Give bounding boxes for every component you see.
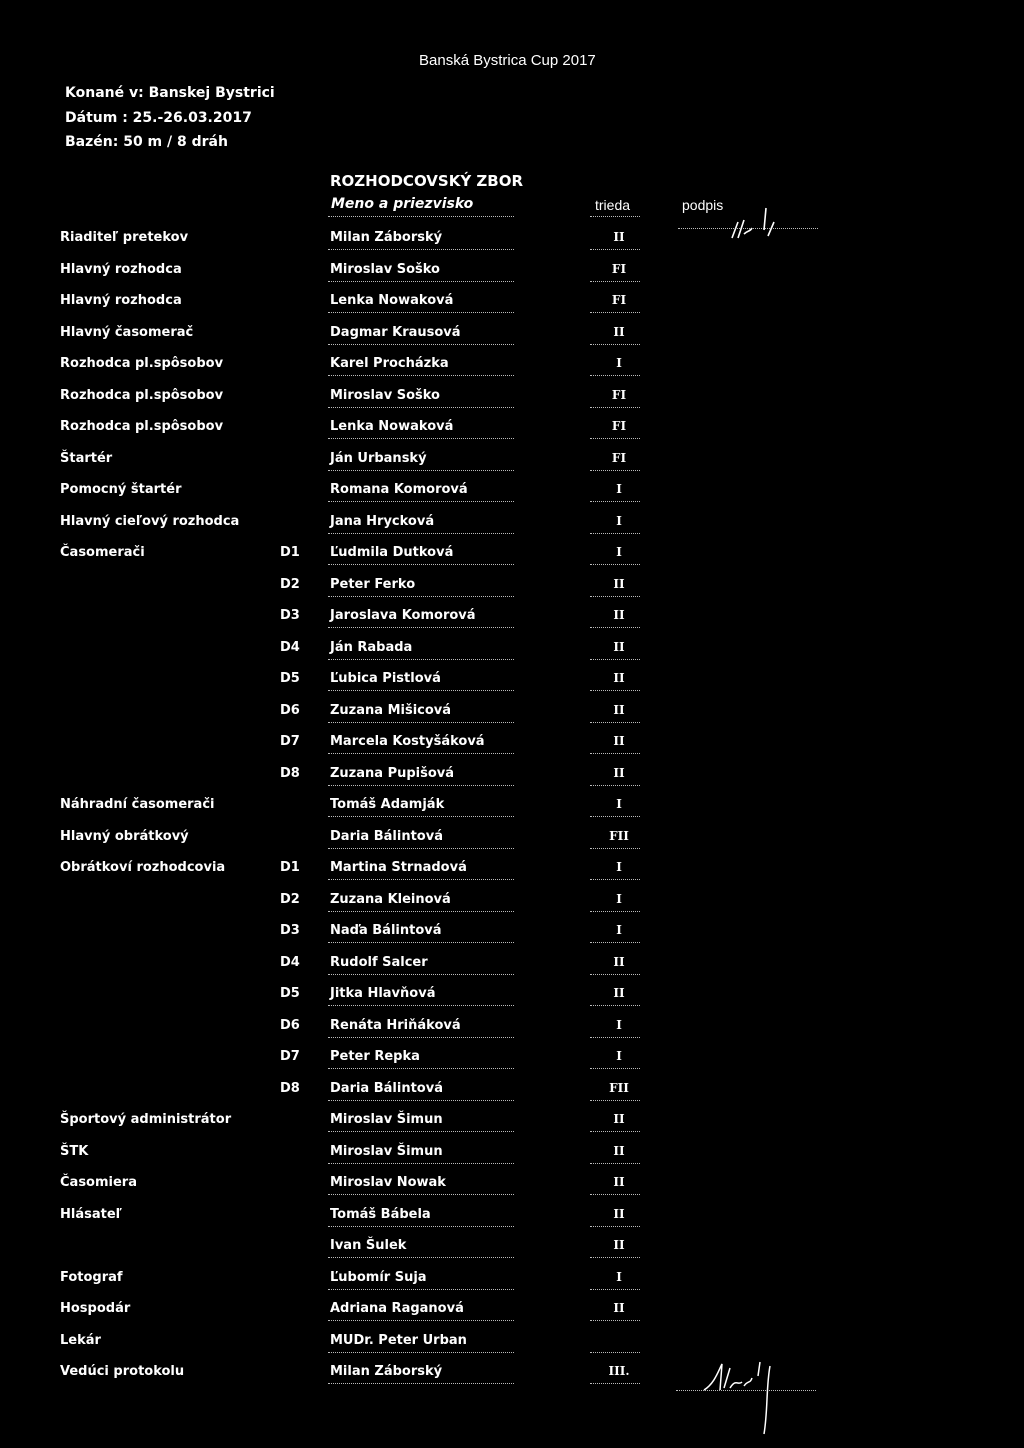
official-name: Daria Bálintová [330, 829, 443, 844]
name-underline [328, 1289, 514, 1290]
table-row [0, 986, 1024, 1010]
referee-class: I [616, 923, 622, 937]
official-role: Hlavný rozhodca [60, 262, 182, 277]
class-underline [590, 312, 640, 313]
date-line: Dátum : 25.-26.03.2017 [65, 110, 252, 126]
name-underline [328, 816, 514, 817]
class-underline [590, 974, 640, 975]
class-underline [590, 501, 640, 502]
table-row [0, 577, 1024, 601]
official-role: Rozhodca pl.spôsobov [60, 419, 224, 434]
class-underline [590, 564, 640, 565]
referee-class: II [613, 1175, 625, 1189]
referee-class: III. [608, 1364, 630, 1378]
class-underline [590, 470, 640, 471]
event-title: Banská Bystrica Cup 2017 [419, 52, 596, 69]
referee-class: I [616, 356, 622, 370]
table-row [0, 388, 1024, 412]
column-header-class: trieda [595, 197, 631, 213]
official-name: Ján Rabada [330, 640, 413, 655]
table-row [0, 419, 1024, 443]
referee-class: I [616, 514, 622, 528]
name-underline [328, 879, 514, 880]
referee-class: I [616, 860, 622, 874]
official-name: Jaroslava Komorová [330, 608, 476, 623]
official-name: Martina Strnadová [330, 860, 467, 875]
official-role: Hospodár [60, 1301, 131, 1316]
name-underline [328, 911, 514, 912]
referee-class: FI [611, 262, 627, 276]
class-underline [590, 533, 640, 534]
name-underline [328, 1352, 514, 1353]
referee-class: II [613, 671, 625, 685]
official-role: Hlavný obrátkový [60, 829, 189, 844]
class-underline [590, 1163, 640, 1164]
class-underline [590, 1289, 640, 1290]
referee-class: II [613, 734, 625, 748]
class-underline [590, 816, 640, 817]
official-name: Miroslav Soško [330, 262, 440, 277]
referee-class: II [613, 608, 625, 622]
referee-class: I [616, 482, 622, 496]
class-underline [590, 344, 640, 345]
pool-line: Bazén: 50 m / 8 dráh [65, 134, 228, 150]
official-name: Karel Procházka [330, 356, 449, 371]
official-name: Rudolf Salcer [330, 955, 428, 970]
referee-class: I [616, 1049, 622, 1063]
name-underline [328, 1005, 514, 1006]
official-name: Milan Záborský [330, 1364, 443, 1379]
class-underline [590, 1226, 640, 1227]
official-role: Hlásateľ [60, 1207, 122, 1222]
name-underline [328, 407, 514, 408]
referee-class: FI [611, 419, 627, 433]
official-role: Hlavný cieľový rozhodca [60, 514, 240, 529]
table-row [0, 734, 1024, 758]
class-underline [590, 1352, 640, 1353]
official-role: Lekár [60, 1333, 101, 1348]
name-underline [328, 438, 514, 439]
name-underline [328, 375, 514, 376]
official-name: Jana Hrycková [330, 514, 435, 529]
official-name: MUDr. Peter Urban [330, 1333, 467, 1348]
referee-class: II [613, 986, 625, 1000]
referee-class: II [613, 1112, 625, 1126]
official-name: Tomáš Adamják [330, 797, 445, 812]
table-row [0, 923, 1024, 947]
official-name: Milan Záborský [330, 230, 443, 245]
name-underline [328, 1068, 514, 1069]
official-name: Ján Urbanský [330, 451, 427, 466]
class-underline [590, 596, 640, 597]
official-name: Lenka Nowaková [330, 419, 454, 434]
official-role: Náhradní časomerači [60, 797, 215, 812]
official-name: Miroslav Soško [330, 388, 440, 403]
table-row [0, 1175, 1024, 1199]
class-underline [590, 1131, 640, 1132]
table-row [0, 262, 1024, 286]
table-row [0, 766, 1024, 790]
official-name: Ivan Šulek [330, 1238, 407, 1253]
official-name: Ľudmila Dutková [330, 545, 454, 560]
name-underline [328, 659, 514, 660]
official-role: Rozhodca pl.spôsobov [60, 356, 224, 371]
lane-number: D5 [280, 671, 300, 686]
official-role: Štartér [60, 451, 113, 466]
name-underline [328, 249, 514, 250]
name-underline [328, 344, 514, 345]
referee-class: II [613, 230, 625, 244]
column-header-name: Meno a priezvisko [331, 196, 474, 212]
class-underline [590, 942, 640, 943]
table-row [0, 1144, 1024, 1168]
table-row [0, 797, 1024, 821]
table-row [0, 1049, 1024, 1073]
official-name: Peter Repka [330, 1049, 420, 1064]
name-underline [328, 690, 514, 691]
official-name: Peter Ferko [330, 577, 416, 592]
table-row [0, 482, 1024, 506]
name-underline [328, 753, 514, 754]
official-name: Dagmar Krausová [330, 325, 461, 340]
name-underline [328, 533, 514, 534]
column-header-signature: podpis [682, 197, 724, 213]
lane-number: D4 [280, 955, 300, 970]
table-row [0, 608, 1024, 632]
official-name: Miroslav Nowak [330, 1175, 446, 1190]
table-row [0, 325, 1024, 349]
table-row [0, 451, 1024, 475]
official-name: Miroslav Šimun [330, 1112, 443, 1127]
class-underline [590, 438, 640, 439]
table-row [0, 1364, 1024, 1388]
referee-class: II [613, 1207, 625, 1221]
referee-class: FI [611, 293, 627, 307]
class-underline [590, 1037, 640, 1038]
class-underline [590, 879, 640, 880]
table-row [0, 703, 1024, 727]
lane-number: D7 [280, 1049, 300, 1064]
signature-mark-bottom [700, 1358, 790, 1438]
name-underline [328, 785, 514, 786]
official-name: Daria Bálintová [330, 1081, 443, 1096]
lane-number: D6 [280, 1018, 300, 1033]
table-row [0, 356, 1024, 380]
official-name: Tomáš Bábela [330, 1207, 431, 1222]
official-role: Športový administrátor [60, 1112, 232, 1127]
official-name: Marcela Kostyšáková [330, 734, 485, 749]
class-underline [590, 1005, 640, 1006]
table-row [0, 892, 1024, 916]
official-name: Ľubica Pistlová [330, 671, 441, 686]
table-row [0, 671, 1024, 695]
class-underline [590, 407, 640, 408]
table-row [0, 860, 1024, 884]
referee-class: II [613, 325, 625, 339]
table-row [0, 1081, 1024, 1105]
table-row [0, 640, 1024, 664]
official-name: Zuzana Kleinová [330, 892, 451, 907]
table-row [0, 1207, 1024, 1231]
class-underline [590, 690, 640, 691]
table-row [0, 1301, 1024, 1325]
table-row [0, 514, 1024, 538]
class-underline [590, 1257, 640, 1258]
referee-class: II [613, 1238, 625, 1252]
official-name: Ľubomír Suja [330, 1270, 427, 1285]
class-underline [590, 753, 640, 754]
official-name: Adriana Raganová [330, 1301, 464, 1316]
class-underline [590, 659, 640, 660]
table-row [0, 293, 1024, 317]
official-role: Časomerači [60, 545, 145, 560]
referee-class: II [613, 703, 625, 717]
referee-class: FI [611, 451, 627, 465]
table-row [0, 1270, 1024, 1294]
official-role: ŠTK [60, 1144, 89, 1159]
class-underline [590, 1100, 640, 1101]
referee-class: I [616, 545, 622, 559]
class-underline [590, 911, 640, 912]
header-divider-class [590, 216, 640, 217]
table-title: ROZHODCOVSKÝ ZBOR [330, 172, 524, 190]
class-underline [590, 627, 640, 628]
lane-number: D8 [280, 766, 300, 781]
lane-number: D2 [280, 577, 300, 592]
lane-number: D4 [280, 640, 300, 655]
name-underline [328, 281, 514, 282]
official-role: Vedúci protokolu [60, 1364, 185, 1379]
lane-number: D5 [280, 986, 300, 1001]
referee-class: II [613, 1144, 625, 1158]
lane-number: D1 [280, 860, 300, 875]
referee-class: II [613, 640, 625, 654]
name-underline [328, 596, 514, 597]
referee-class: II [613, 1301, 625, 1315]
official-role: Riaditeľ pretekov [60, 230, 189, 245]
name-underline [328, 974, 514, 975]
name-underline [328, 1320, 514, 1321]
referee-class: FI [611, 388, 627, 402]
table-row [0, 955, 1024, 979]
table-row [0, 1112, 1024, 1136]
table-row [0, 1018, 1024, 1042]
name-underline [328, 1257, 514, 1258]
header-divider-name [328, 216, 514, 217]
class-underline [590, 848, 640, 849]
name-underline [328, 312, 514, 313]
referee-class: I [616, 1270, 622, 1284]
official-name: Zuzana Mišicová [330, 703, 452, 718]
official-name: Renáta Hriňáková [330, 1018, 461, 1033]
referee-class: II [613, 955, 625, 969]
referee-class: II [613, 577, 625, 591]
referee-class: FII [609, 1081, 629, 1095]
name-underline [328, 470, 514, 471]
class-underline [590, 1194, 640, 1195]
official-role: Hlavný rozhodca [60, 293, 182, 308]
name-underline [328, 848, 514, 849]
class-underline [590, 785, 640, 786]
name-underline [328, 501, 514, 502]
lane-number: D6 [280, 703, 300, 718]
name-underline [328, 1131, 514, 1132]
referee-class: I [616, 797, 622, 811]
official-role: Pomocný štartér [60, 482, 182, 497]
lane-number: D1 [280, 545, 300, 560]
referee-class: I [616, 1018, 622, 1032]
table-row [0, 230, 1024, 254]
table-row [0, 1333, 1024, 1357]
official-role: Časomiera [60, 1175, 137, 1190]
class-underline [590, 249, 640, 250]
class-underline [590, 281, 640, 282]
class-underline [590, 1320, 640, 1321]
lane-number: D8 [280, 1081, 300, 1096]
name-underline [328, 1226, 514, 1227]
table-row [0, 545, 1024, 569]
class-underline [590, 722, 640, 723]
signature-mark-top [722, 200, 782, 240]
official-name: Zuzana Pupišová [330, 766, 455, 781]
table-row [0, 1238, 1024, 1262]
lane-number: D3 [280, 608, 300, 623]
official-name: Romana Komorová [330, 482, 468, 497]
venue-line: Konané v: Banskej Bystrici [65, 85, 275, 101]
name-underline [328, 1100, 514, 1101]
official-name: Miroslav Šimun [330, 1144, 443, 1159]
official-role: Fotograf [60, 1270, 123, 1285]
official-name: Naďa Bálintová [330, 923, 442, 938]
class-underline [590, 1383, 640, 1384]
name-underline [328, 1194, 514, 1195]
official-role: Obrátkoví rozhodcovia [60, 860, 226, 875]
name-underline [328, 1037, 514, 1038]
referee-class: II [613, 766, 625, 780]
official-name: Jitka Hlavňová [330, 986, 436, 1001]
official-name: Lenka Nowaková [330, 293, 454, 308]
referee-class: I [616, 892, 622, 906]
name-underline [328, 942, 514, 943]
name-underline [328, 627, 514, 628]
name-underline [328, 722, 514, 723]
referee-class: FII [609, 829, 629, 843]
official-role: Rozhodca pl.spôsobov [60, 388, 224, 403]
class-underline [590, 375, 640, 376]
official-role: Hlavný časomerač [60, 325, 194, 340]
lane-number: D7 [280, 734, 300, 749]
table-row [0, 829, 1024, 853]
name-underline [328, 1383, 514, 1384]
name-underline [328, 564, 514, 565]
name-underline [328, 1163, 514, 1164]
lane-number: D2 [280, 892, 300, 907]
class-underline [590, 1068, 640, 1069]
lane-number: D3 [280, 923, 300, 938]
